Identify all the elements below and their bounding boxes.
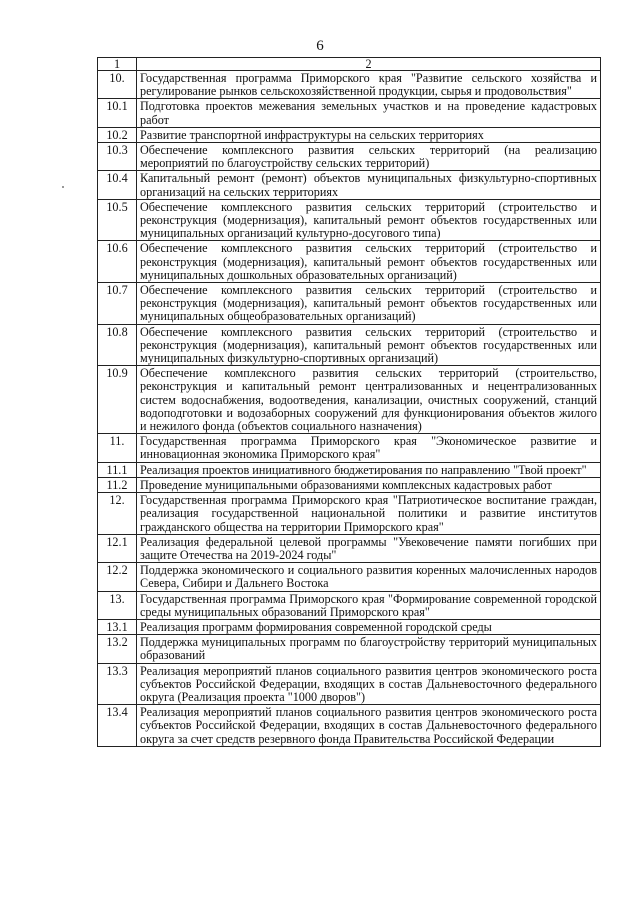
row-text: Государственная программа Приморского края "Развитие сельского хозяйства и регулирование рынков сельскохозяйственной продукции, сырья и продовольствия" [137,71,601,99]
table-header-row [98,58,601,71]
row-number: 12.2 [98,563,137,591]
page-number: 6 [316,38,324,54]
row-text: Государственная программа Приморского края "Патриотическое воспитание граждан, реализация государственной национальной политики и развитие институтов гражданского общества на территории Приморского края" [137,493,601,535]
row-text: Обеспечение комплексного развития сельских территорий (строительство и реконструкция (модернизация), капитальный ремонт объектов государственных или муниципальных физкультурно-спортивных организаций) [137,324,601,366]
row-text: Капитальный ремонт (ремонт) объектов муниципальных физкультурно-спортивных организаций на сельских территориях [137,171,601,199]
row-text: Обеспечение комплексного развития сельских территорий (на реализацию мероприятий по благоустройству сельских территорий) [137,143,601,171]
row-text: Реализация мероприятий планов социального развития центров экономического роста субъектов Российской Федерации, входящих в состав Дальневосточного федерального округа за счет средств резервного фонда Правительства Российской Федерации [137,705,601,747]
table-row [98,366,601,434]
program-table [97,57,601,747]
row-text: Реализация проектов инициативного бюджетирования по направлению "Твой проект" [137,462,601,477]
scan-speck [62,186,64,188]
row-number: 10.7 [98,283,137,325]
row-text: Государственная программа Приморского края "Экономическое развитие и инновационная экономика Приморского края" [137,434,601,462]
table-row [98,171,601,199]
row-number: 10.9 [98,366,137,434]
table-row [98,199,601,241]
table-row [98,71,601,99]
table-row [98,434,601,462]
table-row [98,99,601,127]
row-text: Реализация федеральной целевой программы "Увековечение памяти погибших при защите Отечества на 2019-2024 годы" [137,534,601,562]
table-row [98,705,601,747]
table-row [98,619,601,634]
row-number: 10. [98,71,137,99]
table-row [98,635,601,663]
table-row [98,563,601,591]
table-row [98,127,601,142]
row-number: 10.1 [98,99,137,127]
table-row [98,143,601,171]
table-row [98,534,601,562]
table-row [98,462,601,477]
header-col-1: 1 [98,58,137,71]
header-col-2: 2 [137,58,601,71]
row-text: Поддержка экономического и социального развития коренных малочисленных народов Севера, Сибири и Дальнего Востока [137,563,601,591]
row-number: 11.1 [98,462,137,477]
row-text: Поддержка муниципальных программ по благоустройству территорий муниципальных образований [137,635,601,663]
row-number: 11.2 [98,477,137,492]
row-number: 12. [98,493,137,535]
row-number: 12.1 [98,534,137,562]
table-row [98,477,601,492]
row-number: 10.2 [98,127,137,142]
row-text: Проведение муниципальными образованиями комплексных кадастровых работ [137,477,601,492]
table-row [98,283,601,325]
row-number: 10.5 [98,199,137,241]
row-number: 10.3 [98,143,137,171]
row-number: 13.2 [98,635,137,663]
row-text: Государственная программа Приморского края "Формирование современной городской среды муниципальных образований Приморского края" [137,591,601,619]
row-text: Обеспечение комплексного развития сельских территорий (строительство и реконструкция (модернизация), капитальный ремонт объектов государственных или муниципальных организаций культурно-досугового типа) [137,199,601,241]
row-number: 13.1 [98,619,137,634]
table-row [98,241,601,283]
row-text: Реализация программ формирования современной городской среды [137,619,601,634]
row-text: Обеспечение комплексного развития сельских территорий (строительство и реконструкция (модернизация), капитальный ремонт объектов государственных или муниципальных дошкольных образовательных организаций) [137,241,601,283]
row-number: 13. [98,591,137,619]
row-number: 10.4 [98,171,137,199]
row-number: 13.4 [98,705,137,747]
row-text: Обеспечение комплексного развития сельских территорий (строительство, реконструкция и капитальный ремонт централизованных и нецентрализованных систем водоснабжения, водоотведения, канализации, очистных сооружений, станций водоподготовки и водозаборных сооружений для функционирования объектов жилого и нежилого фонда (объектов социального назначения) [137,366,601,434]
table-row [98,493,601,535]
table-row [98,591,601,619]
row-text: Подготовка проектов межевания земельных участков и на проведение кадастровых работ [137,99,601,127]
row-number: 10.8 [98,324,137,366]
row-number: 10.6 [98,241,137,283]
row-text: Развитие транспортной инфраструктуры на сельских территориях [137,127,601,142]
row-text: Реализация мероприятий планов социального развития центров экономического роста субъектов Российской Федерации, входящих в состав Дальневосточного федерального округа (Реализация проекта "1000 дворов") [137,663,601,705]
table-row [98,663,601,705]
table-row [98,324,601,366]
row-text: Обеспечение комплексного развития сельских территорий (строительство и реконструкция (модернизация), капитальный ремонт объектов государственных или муниципальных общеобразовательных организаций) [137,283,601,325]
row-number: 11. [98,434,137,462]
row-number: 13.3 [98,663,137,705]
